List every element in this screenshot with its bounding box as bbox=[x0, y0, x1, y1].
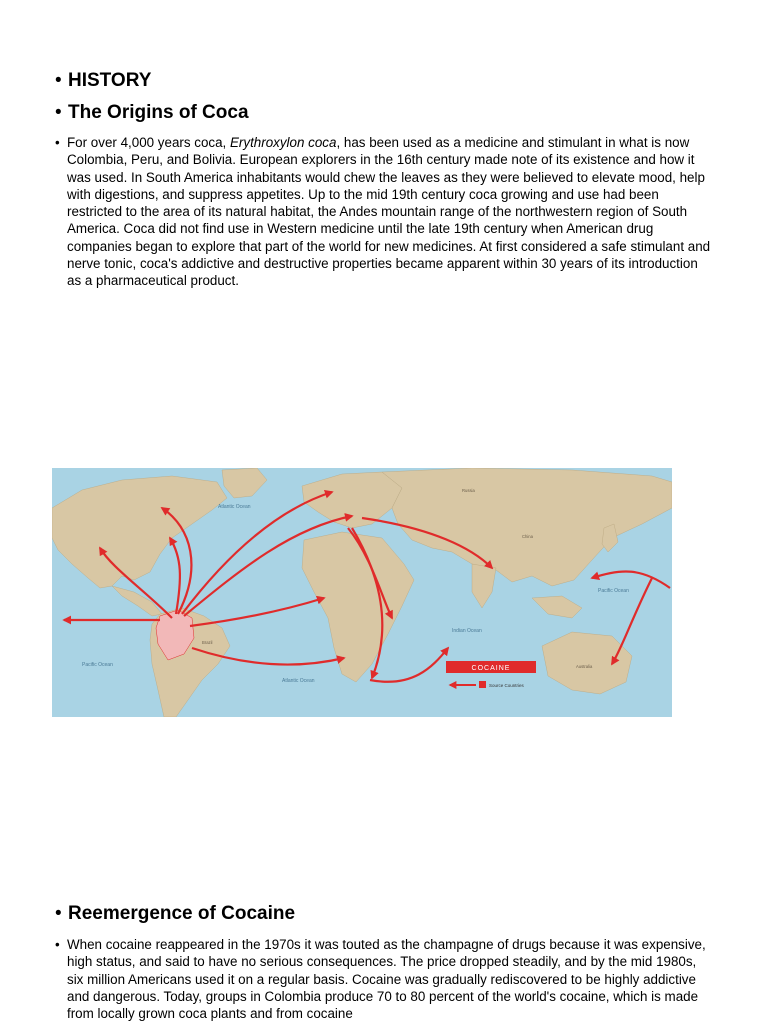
country-label-australia: Australia bbox=[576, 664, 593, 669]
origins-paragraph bbox=[55, 134, 715, 290]
reemergence-paragraph bbox=[55, 936, 715, 1022]
greenland-land bbox=[222, 468, 267, 498]
country-label-china: China bbox=[522, 534, 533, 539]
map-legend bbox=[446, 661, 536, 688]
reemergence-heading-text: Reemergence of Cocaine bbox=[68, 903, 296, 924]
bullet: • bbox=[55, 937, 60, 952]
origins-text-start: For over 4,000 years coca, bbox=[67, 135, 230, 150]
ocean-label-indian: Indian Ocean bbox=[452, 628, 482, 634]
australia-land bbox=[542, 632, 632, 694]
reemergence-heading bbox=[55, 902, 295, 926]
route-pacific-east bbox=[592, 571, 670, 588]
asia-land bbox=[382, 468, 672, 586]
legend-title: COCAINE bbox=[471, 665, 511, 672]
cocaine-trafficking-map bbox=[52, 468, 672, 717]
history-heading-text: HISTORY bbox=[68, 70, 152, 91]
origins-heading-text: The Origins of Coca bbox=[68, 102, 249, 123]
india-land bbox=[472, 564, 496, 608]
history-heading bbox=[55, 69, 151, 93]
legend-source-label: Source Countries bbox=[489, 683, 524, 688]
ocean-label-atlantic-south: Atlantic Ocean bbox=[282, 678, 315, 684]
ocean-label-atlantic-north: Atlantic Ocean bbox=[218, 504, 251, 510]
origins-text-end: , has been used as a medicine and stimulant in what is now Colombia, Peru, and Bolivia. European explorers in the 16th century made note of its existence and how it was used. In South America inhabitants would chew the leaves as they were believed to elevate mood, help with digestions, and suppress appetites. Up to the mid 19th century coca growing and use had been restricted to the area of its natural habitat, the Andes mountain range of the northwestern region of South America. Coca did not find use in Western medicine until the late 19th century when American drug companies began to explore that part of the world for new medicines. At first considered a safe stimulant and nerve tonic, coca's addictive and destructive properties became apparent within 30 years of its introduction as a pharmaceutical product. bbox=[67, 135, 711, 289]
africa-land bbox=[302, 532, 414, 682]
origins-heading bbox=[55, 101, 249, 125]
route-to-us-east bbox=[170, 538, 180, 614]
bullet: • bbox=[55, 135, 60, 150]
north-america-land bbox=[52, 476, 227, 588]
ocean-label-pacific-west: Pacific Ocean bbox=[82, 662, 113, 668]
bullet: • bbox=[55, 903, 62, 924]
origins-text-italic: Erythroxylon coca bbox=[230, 135, 337, 150]
country-label-brazil: Brazil bbox=[202, 640, 213, 645]
europe-land bbox=[302, 472, 402, 528]
bullet: • bbox=[55, 102, 62, 123]
route-southern-ocean bbox=[370, 648, 448, 682]
reemergence-text: When cocaine reappeared in the 1970s it was touted as the champagne of drugs because it was expensive, high status, and said to have no serious consequences. The price dropped steadily, and by the mid 1980s, six million Americans used it on a regular basis. Cocaine was gradually rediscovered to be highly addictive and dangerous. Today, groups in Colombia produce 70 to 80 percent of the world's cocaine, which is made from locally grown coca plants and from cocaine bbox=[67, 937, 706, 1022]
sea-islands-land bbox=[532, 596, 582, 618]
country-label-russia: Russia bbox=[462, 488, 475, 493]
ocean-label-pacific-east: Pacific Ocean bbox=[598, 588, 629, 594]
bullet: • bbox=[55, 70, 62, 91]
source-icon bbox=[479, 681, 486, 688]
